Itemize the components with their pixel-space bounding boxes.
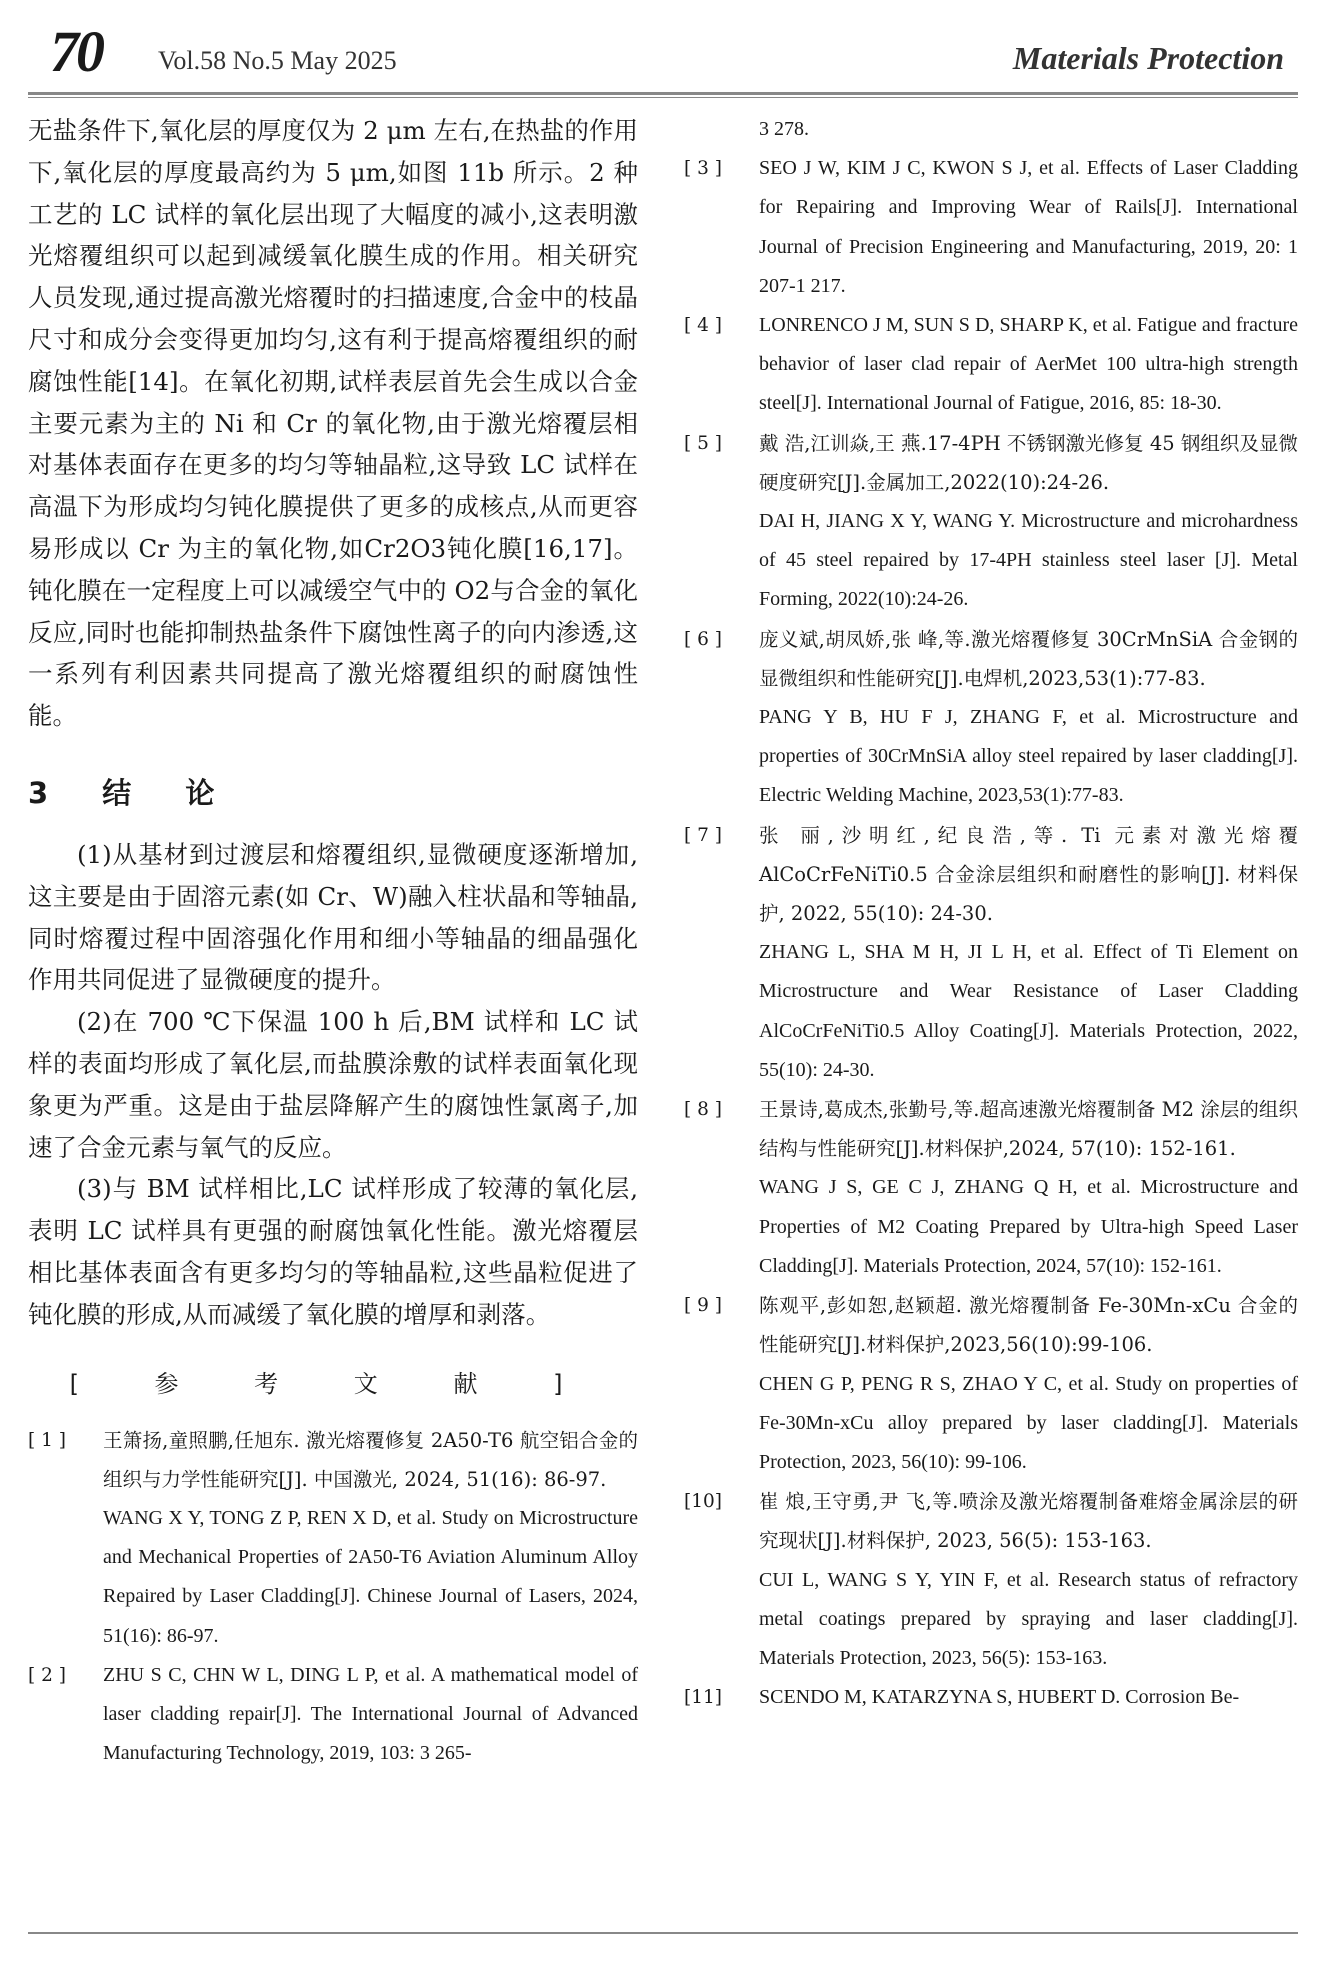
reference-cn: 陈观平,彭如恕,赵颖超. 激光熔覆制备 Fe-30Mn-xCu 合金的性能研究[J].材料保护,2023,56(10):99-106. xyxy=(759,1294,1298,1357)
references-title: [ 参 考 文 献 ] xyxy=(69,1369,597,1398)
reference-number: [ 1 ] xyxy=(28,1429,66,1451)
reference-cn: 庞义斌,胡凤娇,张 峰,等.激光熔覆修复 30CrMnSiA 合金钢的显微组织和性能研究[J].电焊机,2023,53(1):77-83. xyxy=(759,627,1298,690)
left-column xyxy=(28,110,638,1773)
reference-number: [ 4 ] xyxy=(684,315,722,337)
reference-en: WANG J S, GE C J, ZHANG Q H, et al. Microstructure and Properties of M2 Coating Prepared by Ultra-high Speed Laser Cladding[J]. Materials Protection, 2024, 57(10): 152-161. xyxy=(759,1176,1298,1277)
reference-en: ZHANG L, SHA M H, JI L H, et al. Effect of Ti Element on Microstructure and Wear Resistance of Laser Cladding AlCoCrFeNiTi0.5 Alloy Coating[J]. Materials Protection, 2022, 55(10): 24-30. xyxy=(759,941,1298,1081)
conclusion-3: (3)与 BM 试样相比,LC 试样形成了较薄的氧化层,表明 LC 试样具有更强的耐腐蚀氧化性能。激光熔覆层相比基体表面含有更多均匀的等轴晶粒,这些晶粒促进了钝化膜的形成,从而减缓了氧化膜的增厚和剥落。 xyxy=(28,1174,638,1329)
reference-number: [10] xyxy=(684,1491,722,1513)
reference-item xyxy=(684,306,1298,424)
reference-cn: 崔 烺,王守勇,尹 飞,等.喷涂及激光熔覆制备难熔金属涂层的研究现状[J].材料保护, 2023, 56(5): 153-163. xyxy=(759,1490,1298,1553)
reference-en: DAI H, JIANG X Y, WANG Y. Microstructure and microhardness of 45 steel repaired by 17-4PH stainless steel laser [J]. Metal Forming, 2022(10):24-26. xyxy=(759,510,1298,611)
reference-number: [ 7 ] xyxy=(684,824,722,846)
conclusion-1: (1)从基材到过渡层和熔覆组织,显微硬度逐渐增加,这主要是由于固溶元素(如 Cr、W)融入柱状晶和等轴晶,同时熔覆过程中固溶强化作用和细小等轴晶的细晶强化作用共同促进了显微硬度的提升。 xyxy=(28,839,638,995)
conclusion-2: (2)在 700 ℃下保温 100 h 后,BM 试样和 LC 试样的表面均形成了氧化层,而盐膜涂敷的试样表面氧化现象更为严重。这是由于盐层降解产生的腐蚀性氯离子,加速了合金元素与氧气的反应。 xyxy=(28,1007,638,1162)
reference-item xyxy=(684,620,1298,816)
page-number: 70 xyxy=(50,19,102,84)
reference-item xyxy=(28,1421,638,1656)
reference-cn: 王箫扬,童照鹏,任旭东. 激光熔覆修复 2A50-T6 航空铝合金的组织与力学性能研究[J]. 中国激光, 2024, 51(16): 86-97. xyxy=(103,1428,638,1491)
reference-item xyxy=(28,1656,638,1774)
reference-number: [ 6 ] xyxy=(684,628,722,650)
reference-continuation: 3 278. xyxy=(759,118,809,140)
page-header xyxy=(28,18,1298,84)
reference-en: SEO J W, KIM J C, KWON S J, et al. Effects of Laser Cladding for Repairing and Improving Wear of Rails[J]. International Journal of Precision Engineering and Manufacturing, 2019, 20: 1 207-1 217. xyxy=(759,157,1298,297)
journal-name: Materials Protection xyxy=(1012,40,1284,76)
reference-cn: 张 丽,沙明红,纪良浩,等. Ti 元素对激光熔覆 AlCoCrFeNiTi0.5 合金涂层组织和耐磨性的影响[J]. 材料保护, 2022, 55(10): 24-30. xyxy=(759,823,1298,926)
reference-item xyxy=(684,424,1298,620)
header-rule xyxy=(28,92,1298,95)
reference-en: SCENDO M, KATARZYNA S, HUBERT D. Corrosion Be- xyxy=(759,1686,1240,1709)
reference-item xyxy=(684,816,1298,1090)
section-heading: 3 结 论 xyxy=(28,775,237,810)
reference-number: [ 3 ] xyxy=(684,158,722,180)
reference-en: CHEN G P, PENG R S, ZHAO Y C, et al. Study on properties of Fe-30Mn-xCu alloy prepared by laser cladding[J]. Materials Protection, 2023, 56(10): 99-106. xyxy=(759,1372,1298,1473)
reference-number: [ 2 ] xyxy=(28,1664,66,1686)
header-rule-thin xyxy=(28,97,1298,98)
reference-en: ZHU S C, CHN W L, DING L P, et al. A mathematical model of laser cladding repair[J]. The International Journal of Advanced Manufacturing Technology, 2019, 103: 3 265- xyxy=(103,1663,638,1765)
reference-cn: 王景诗,葛成杰,张勤号,等.超高速激光熔覆制备 M2 涂层的组织结构与性能研究[J].材料保护,2024, 57(10): 152-161. xyxy=(759,1098,1298,1161)
body-paragraph: 无盐条件下,氧化层的厚度仅为 2 μm 左右,在热盐的作用下,氧化层的厚度最高约为 5 μm,如图 11b 所示。2 种工艺的 LC 试样的氧化层出现了大幅度的减小,这表明激光熔覆组织可以起到减缓氧化膜生成的作用。相关研究人员发现,通过提高激光熔覆时的扫描速度,合金中的枝晶尺寸和成分会变得更加均匀,这有利于提高熔覆组织的耐腐蚀性能[14]。在氧化初期,试样表层首先会生成以合金主要元素为主的 Ni 和 Cr 的氧化物,由于激光熔覆层相对基体表面存在更多的均匀等轴晶粒,这导致 LC 试样在高温下为形成均匀钝化膜提供了更多的成核点,从而更容易形成以 Cr 为主的氧化物,如Cr2O3钝化膜[16,17]。钝化膜在一定程度上可以减缓空气中的 O2与合金的氧化反应,同时也能抑制热盐条件下腐蚀性离子的向内渗透,这一系列有利因素共同提高了激光熔覆组织的耐腐蚀性能。 xyxy=(28,116,638,731)
reference-item xyxy=(684,1286,1298,1482)
reference-item xyxy=(684,1482,1298,1678)
reference-number: [ 5 ] xyxy=(684,432,722,454)
footer-rule xyxy=(28,1932,1298,1934)
issue-info: Vol.58 No.5 May 2025 xyxy=(158,46,397,75)
reference-en: LONRENCO J M, SUN S D, SHARP K, et al. Fatigue and fracture behavior of laser clad repair of AerMet 100 ultra-high strength steel[J]. International Journal of Fatigue, 2016, 85: 18-30. xyxy=(759,314,1298,415)
reference-item xyxy=(684,1678,1298,1717)
right-column xyxy=(684,110,1298,1717)
reference-number: [ 8 ] xyxy=(684,1099,722,1121)
reference-en: PANG Y B, HU F J, ZHANG F, et al. Microstructure and properties of 30CrMnSiA alloy steel repaired by laser cladding[J]. Electric Welding Machine, 2023,53(1):77-83. xyxy=(759,706,1298,807)
reference-en: WANG X Y, TONG Z P, REN X D, et al. Study on Microstructure and Mechanical Properties of 2A50-T6 Aviation Aluminum Alloy Repaired by Laser Cladding[J]. Chinese Journal of Lasers, 2024, 51(16): 86-97. xyxy=(103,1506,638,1647)
reference-number: [11] xyxy=(684,1687,722,1709)
reference-en: CUI L, WANG S Y, YIN F, et al. Research status of refractory metal coatings prepared by spraying and laser cladding[J]. Materials Protection, 2023, 56(5): 153-163. xyxy=(759,1568,1298,1669)
reference-cn: 戴 浩,江训焱,王 燕.17-4PH 不锈钢激光修复 45 钢组织及显微硬度研究[J].金属加工,2022(10):24-26. xyxy=(759,431,1298,494)
reference-number: [ 9 ] xyxy=(684,1295,722,1317)
reference-item xyxy=(684,149,1298,306)
reference-item xyxy=(684,1090,1298,1286)
